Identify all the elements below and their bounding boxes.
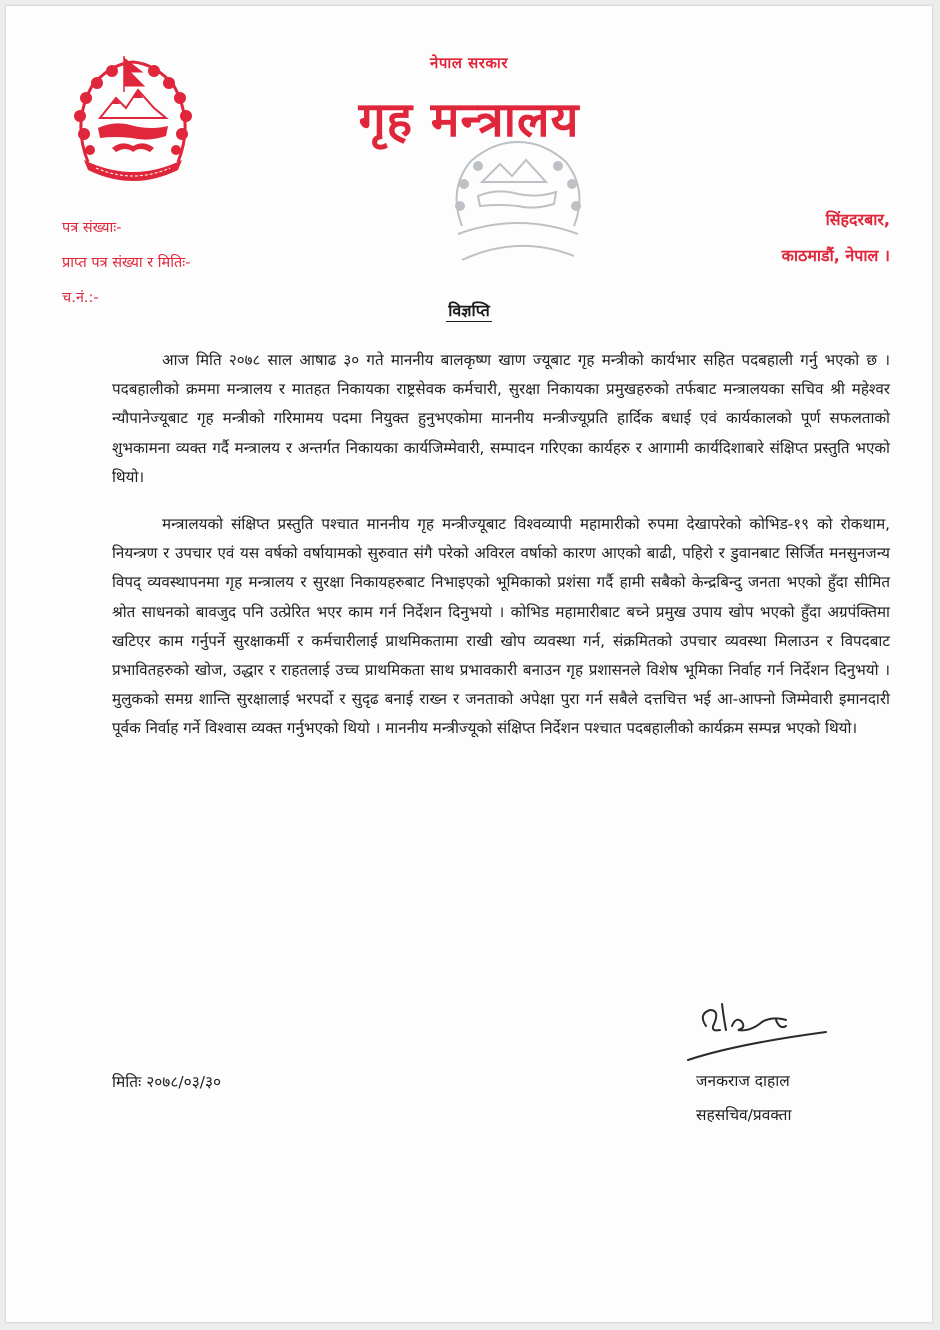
paragraph: आज मिति २०७८ साल आषाढ ३० गते माननीय बालकृष्ण खाण ज्यूबाट गृह मन्त्रीको कार्यभार सहित पदबहाली गर्नु भएको छ । पदबहालीको क्रममा मन्त्रालय र मातहत निकायका राष्ट्रसेवक कर्मचारी, सुरक्षा निकायका प्रमुखहरुको तर्फबाट मन्त्रालयका सचिव श्री महेश्वर न्यौपानेज्यूबाट गृह मन्त्रीको गरिमामय पदमा नियुक्त हुनुभएकोमा माननीय मन्त्रीज्यूप्रति हार्दिक बधाई एवं कार्यकालको पूर्ण सफलताको शुभकामना व्यक्त गर्दै मन्त्रालय र अन्तर्गत निकायका कार्यजिम्मेवारी, सम्पादन गरिएका कार्यहरु र आगामी कार्यदिशाबारे संक्षिप्त प्रस्तुति भएको थियो।: [112, 351, 890, 486]
address-line-1: सिंहदरबार,: [825, 210, 890, 229]
press-release-page: [6, 6, 932, 1322]
issue-date: मितिः २०७८/०३/३०: [112, 1073, 222, 1091]
notice-title-text: विज्ञप्ति: [448, 301, 490, 320]
dispatch-number-label: च.नं.:-: [62, 290, 99, 306]
signatory-block: [696, 1064, 791, 1132]
signatory-title: सहसचिव/प्रवक्ता: [696, 1106, 792, 1124]
letter-number-label: पत्र संख्याः-: [62, 220, 122, 236]
paragraph: मन्त्रालयको संक्षिप्त प्रस्तुति पश्चात माननीय गृह मन्त्रीज्यूबाट विश्वव्यापी महामारीको रुपमा देखापरेको कोभिड-१९ को रोकथाम, नियन्त्रण र उपचार एवं यस वर्षको वर्षायामको सुरुवात संगै परेको अविरल वर्षाको कारण आएको बाढी, पहिरो र डुवानबाट सिर्जित मनसुनजन्य विपद् व्यवस्थापनमा गृह मन्त्रालय र सुरक्षा निकायहरुबाट निभाइएको भूमिकाको प्रशंसा गर्दै हामी सबैको केन्द्रबिन्दु जनता भएको हुँदा सीमित श्रोत साधनको बावजुद पनि उत्प्रेरित भएर काम गर्न निर्देशन दिनुभयो । कोभिड महामारीबाट बच्ने प्रमुख उपाय खोप भएको हुँदा अग्रपंक्तिमा खटिएर काम गर्नुपर्ने सुरक्षाकर्मी र कर्मचारीलाई प्राथमिकतामा राखी खोप व्यवस्था गर्न, संक्रमितको उपचार व्यवस्था मिलाउन र विपदबाट प्रभावितहरुको खोज, उद्धार र राहतलाई उच्च प्राथमिकता साथ प्रभावकारी बनाउन गृह प्रशासनले विशेष भूमिका निर्वाह गर्न निर्देशन दिनुभयो । मुलुकको समग्र शान्ति सुरक्षालाई भरपर्दो र सुदृढ बनाई राख्न र जनताको अपेक्षा पुरा गर्न सबैले दत्तचित्त भई आ-आफ्नो जिम्मेवारी इमानदारी पूर्वक निर्वाह गर्ने विश्वास व्यक्त गर्नुभएको थियो । माननीय मन्त्रीज्यूको संक्षिप्त निर्देशन पश्चात पदबहालीको कार्यक्रम सम्पन्न भएको थियो।: [112, 515, 890, 738]
ministry-heading: गृह मन्त्रालय: [358, 92, 580, 148]
handwritten-signature-icon: [676, 996, 841, 1066]
notice-body: [112, 346, 890, 762]
notice-title: [6, 299, 932, 321]
received-letter-label: प्राप्त पत्र संख्या र मितिः-: [62, 255, 191, 271]
signatory-name: जनकराज दाहाल: [696, 1072, 790, 1090]
ministry-seal-icon: [438, 134, 598, 284]
address-block: [590, 202, 890, 274]
government-heading: नेपाल सरकार: [430, 54, 508, 72]
address-line-2: काठमाडौं, नेपाल ।: [781, 246, 890, 265]
